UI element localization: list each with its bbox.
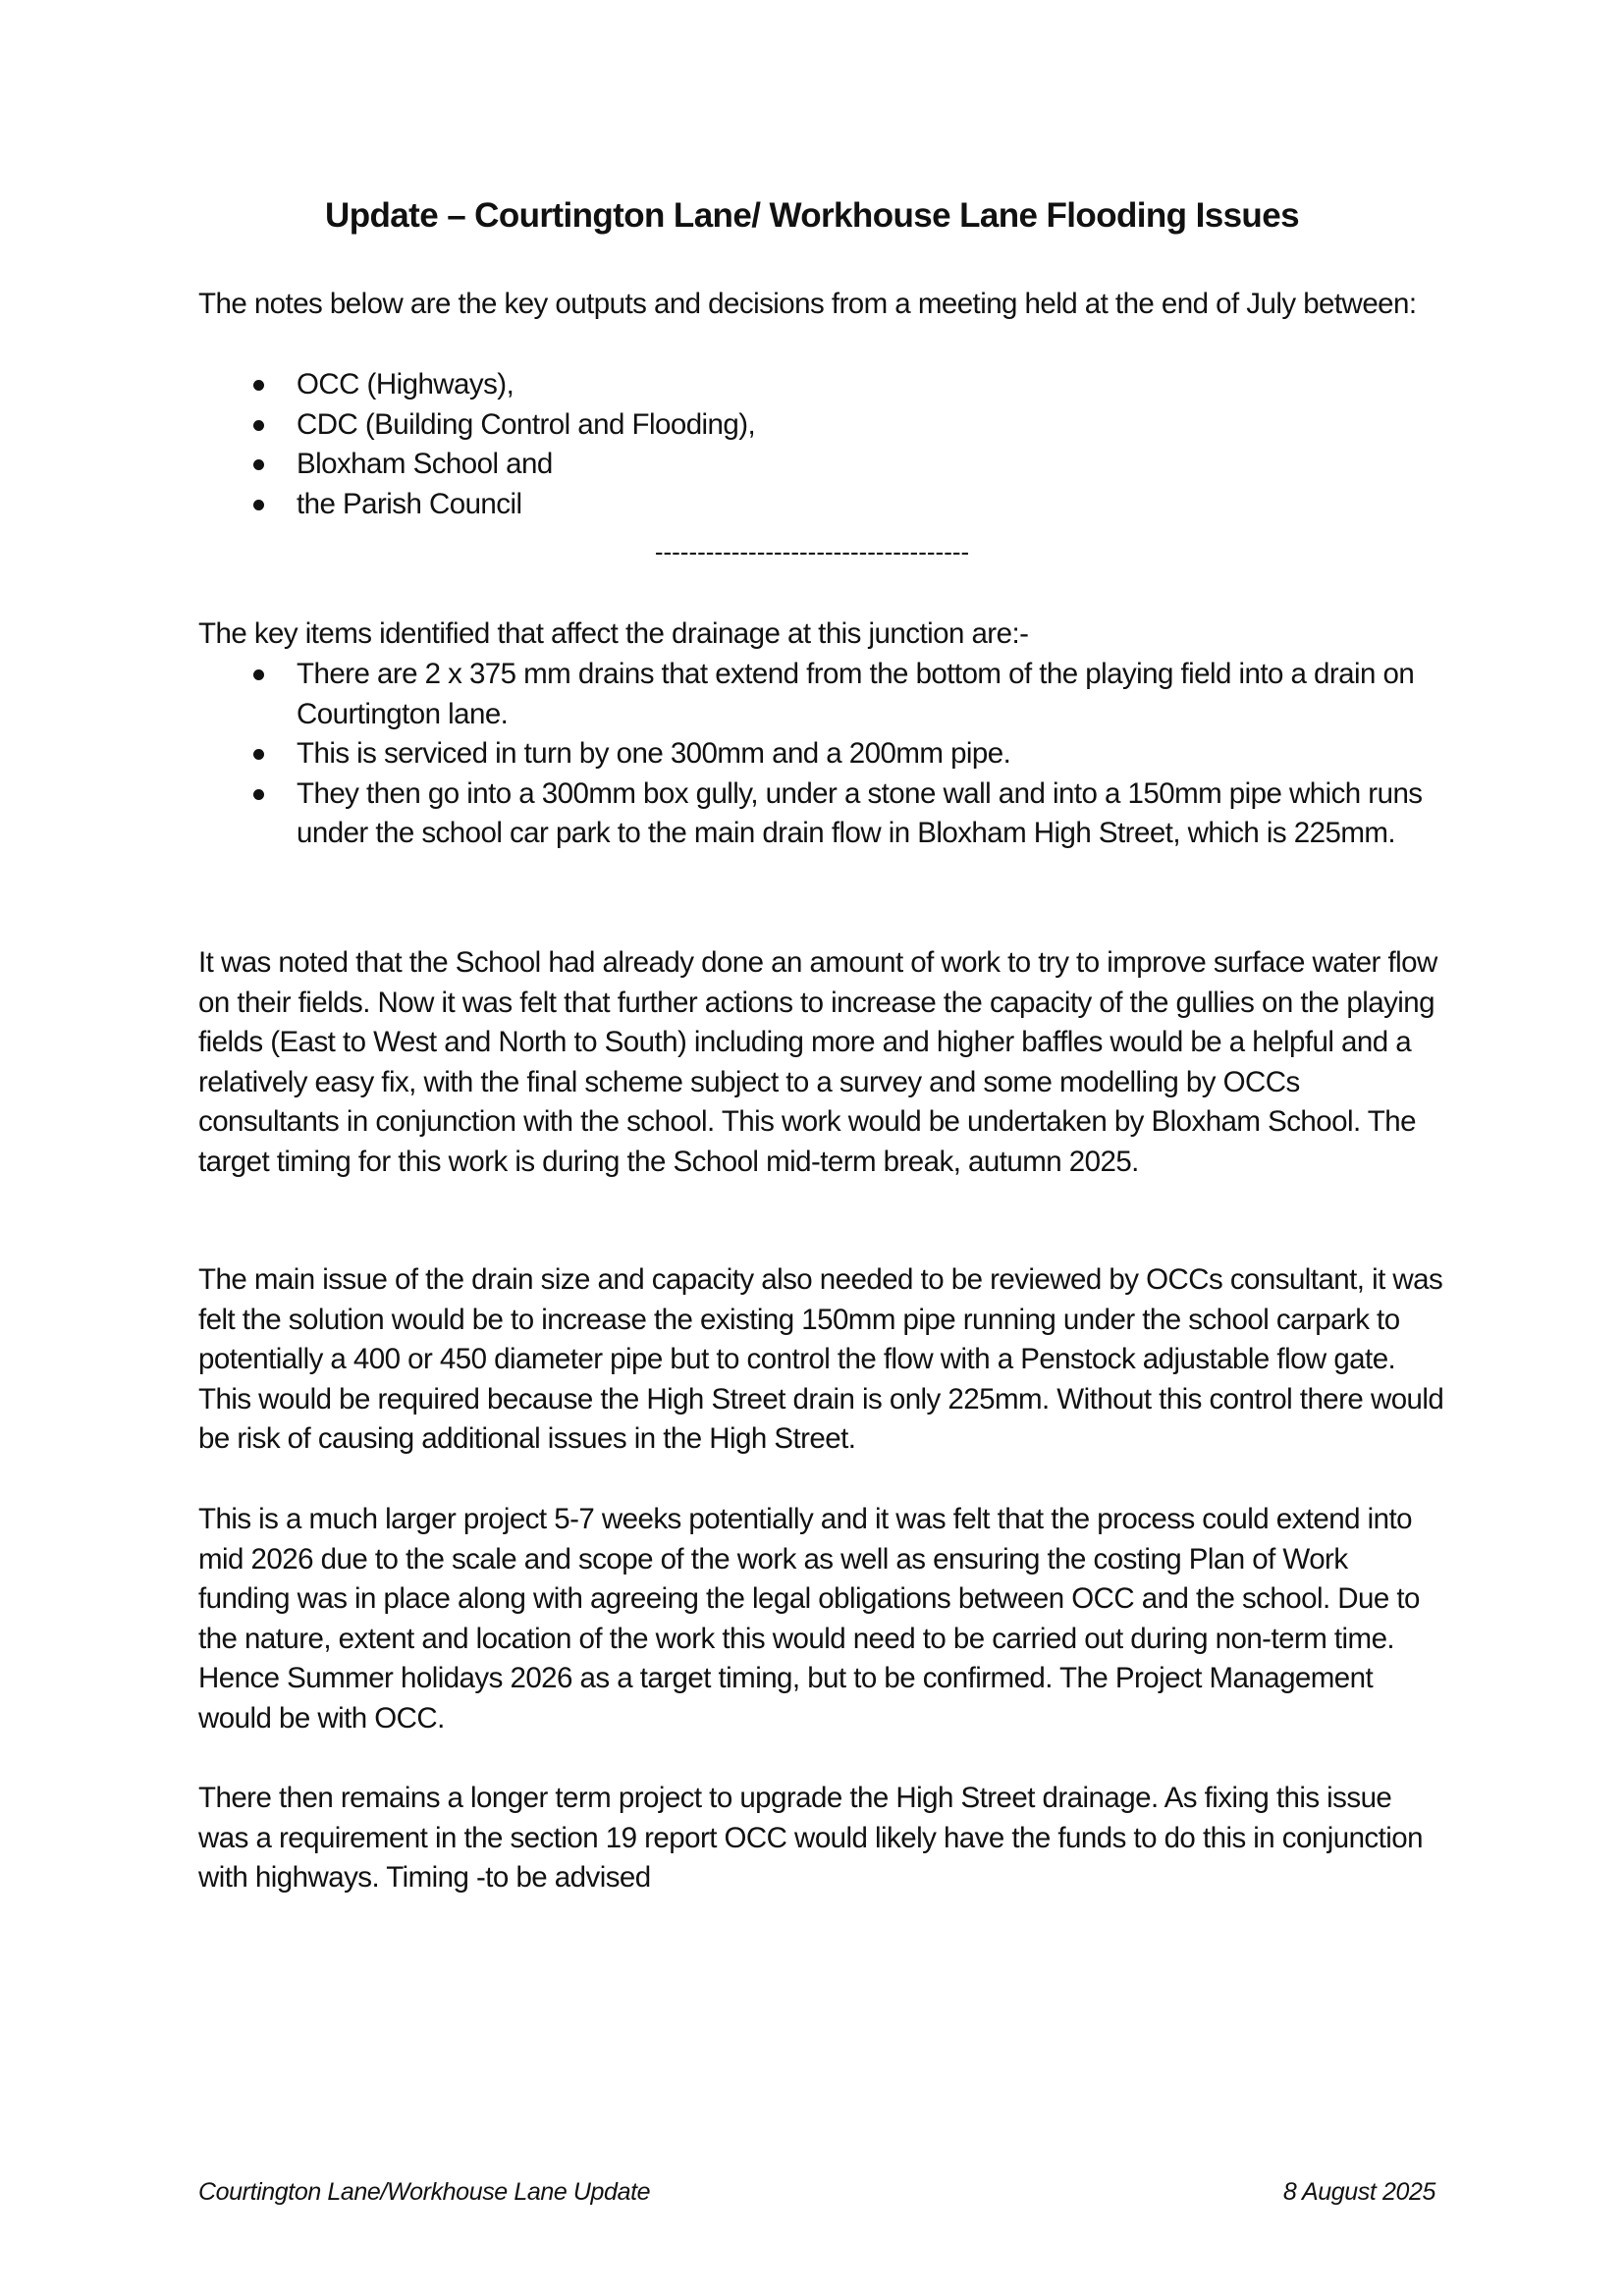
attendee-item bbox=[198, 405, 1445, 446]
key-items-list bbox=[198, 655, 1445, 854]
bullet-icon bbox=[253, 789, 264, 800]
bullet-icon bbox=[253, 420, 264, 431]
key-items-heading: The key items identified that affect the drainage at this junction are:- bbox=[198, 617, 1029, 650]
document-title: Update – Courtington Lane/ Workhouse Lane Flooding Issues bbox=[325, 196, 1299, 235]
attendee-label: Bloxham School and bbox=[297, 448, 553, 481]
attendee-list bbox=[198, 365, 1445, 524]
attendee-item bbox=[198, 365, 1445, 405]
attendee-item bbox=[198, 445, 1445, 485]
key-item bbox=[198, 774, 1445, 854]
footer-date: 8 August 2025 bbox=[1282, 2178, 1435, 2206]
attendee-label: CDC (Building Control and Flooding), bbox=[297, 407, 756, 441]
section-separator: ------------------------------------- bbox=[654, 537, 970, 566]
key-item-text: This is serviced in turn by one 300mm and a 200mm pipe. bbox=[297, 737, 1011, 771]
bullet-icon bbox=[253, 749, 264, 760]
key-item bbox=[198, 655, 1445, 734]
larger-project-paragraph: This is a much larger project 5-7 weeks potentially and it was felt that the process could extend into mid 2026 due to the scale and scope of the work as well as ensuring the costing Plan of Work funding was in place along with agreeing the legal obligations between OCC and the school. Due to the nature, extent and location of the work this would need to be carried out during non-term time. Hence Summer holidays 2026 as a target timing, but to be confirmed. The Project Management would be with OCC. bbox=[198, 1503, 1420, 1735]
bullet-icon bbox=[253, 669, 264, 680]
footer-document-name: Courtington Lane/Workhouse Lane Update bbox=[198, 2178, 651, 2206]
key-item-text: They then go into a 300mm box gully, under a stone wall and into a 150mm pipe which runs under the school car park to the main drain flow in Bloxham High Street, which is 225mm. bbox=[297, 776, 1423, 850]
intro-paragraph: The notes below are the key outputs and decisions from a meeting held at the end of July between: bbox=[198, 288, 1417, 320]
bullet-icon bbox=[253, 459, 264, 470]
high-street-paragraph: There then remains a longer term project to upgrade the High Street drainage. As fixing this issue was a requirement in the section 19 report OCC would likely have the funds to do this in conjunction with highways. Timing -to be advised bbox=[198, 1782, 1423, 1895]
key-item bbox=[198, 734, 1445, 774]
school-works-paragraph: It was noted that the School had already done an amount of work to try to improve surface water flow on their fields. Now it was felt that further actions to increase the capacity of the gullies on the playing fields (East to West and North to South) including more and higher baffles would be a helpful and a relatively easy fix, with the final scheme subject to a survey and some modelling by OCCs consultants in conjunction with the school. This work would be undertaken by Bloxham School. The target timing for this work is during the School mid-term break, autumn 2025. bbox=[198, 946, 1437, 1178]
key-item-text: There are 2 x 375 mm drains that extend from the bottom of the playing field into a drain on Courtington lane. bbox=[297, 658, 1415, 730]
attendee-item bbox=[198, 485, 1445, 525]
bullet-icon bbox=[253, 500, 264, 510]
attendee-label: the Parish Council bbox=[297, 487, 522, 520]
drain-capacity-paragraph: The main issue of the drain size and capacity also needed to be reviewed by OCCs consultant, it was felt the solution would be to increase the existing 150mm pipe running under the school carpark to potentially a 400 or 450 diameter pipe but to control the flow with a Penstock adjustable flow gate. This would be required because the High Street drain is only 225mm. Without this control there would be risk of causing additional issues in the High Street. bbox=[198, 1263, 1444, 1456]
bullet-icon bbox=[253, 380, 264, 391]
attendee-label: OCC (Highways), bbox=[297, 368, 514, 400]
